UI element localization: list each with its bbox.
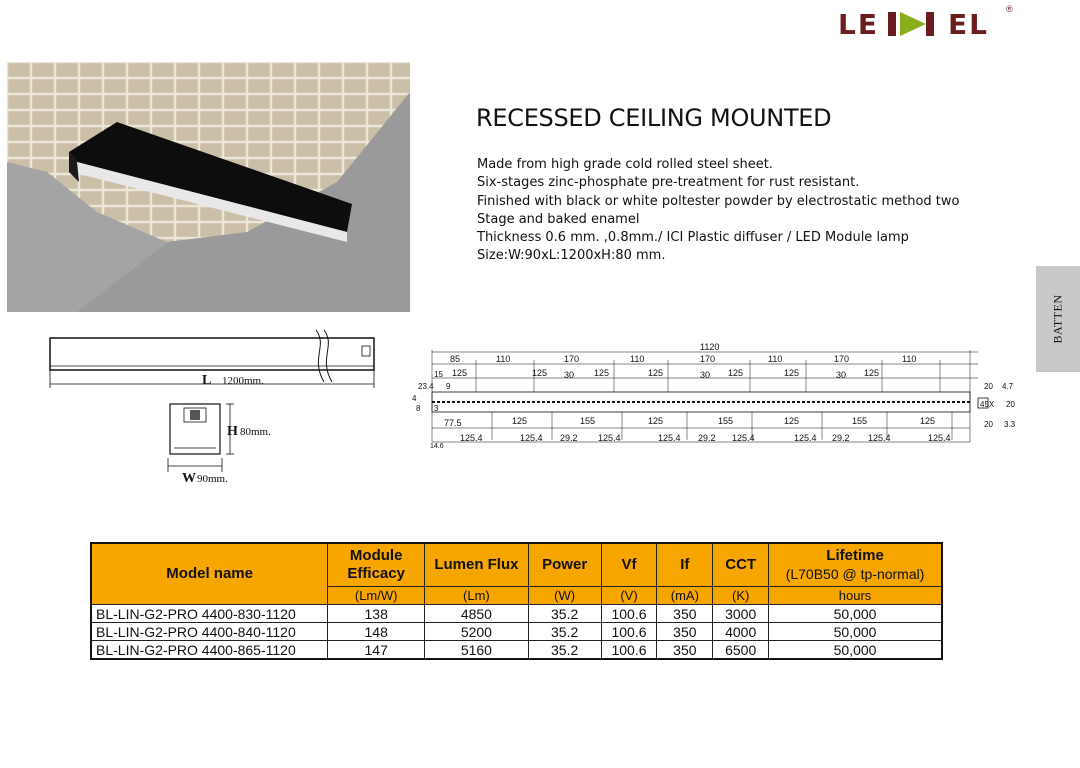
dim-label: 23.4 xyxy=(418,382,434,391)
dim-label: 155 xyxy=(580,416,596,426)
cell-power: 35.2 xyxy=(528,605,601,623)
cell-if: 350 xyxy=(657,623,713,641)
dim-label: 15 xyxy=(434,370,443,379)
col-header-vf: Vf xyxy=(601,543,657,587)
unit-power: (W) xyxy=(528,587,601,605)
dim-label: 110 xyxy=(496,354,511,364)
cell-power: 35.2 xyxy=(528,623,601,641)
col-header-lifetime xyxy=(769,543,942,587)
table-header-row xyxy=(91,543,942,587)
dim-label: 85 xyxy=(450,354,461,364)
table-row xyxy=(91,623,942,641)
module-dimension-drawing xyxy=(412,342,1020,452)
dim-label: 29.2 xyxy=(698,433,716,443)
dim-label: 125.4 xyxy=(658,433,681,443)
lifetime-subtitle: (L70B50 @ tp-normal) xyxy=(785,566,925,582)
dim-label: 8 xyxy=(416,404,421,413)
dim-label: 155 xyxy=(718,416,734,426)
height-letter: H xyxy=(227,424,238,439)
dim-label: 125 xyxy=(784,368,800,378)
cell-vf: 100.6 xyxy=(601,605,657,623)
dim-label: 125 xyxy=(452,368,468,378)
cell-lumen: 5160 xyxy=(425,641,529,660)
dim-label: 125.4 xyxy=(460,433,483,443)
dim-label: 9 xyxy=(446,382,451,391)
dim-label: 125 xyxy=(864,368,880,378)
dim-label: 30 xyxy=(700,370,711,380)
dim-label: 125.4 xyxy=(732,433,755,443)
cell-lifetime: 50,000 xyxy=(769,623,942,641)
logo-text-left: LE xyxy=(838,8,879,41)
dim-label: 170 xyxy=(834,354,850,364)
dim-label: 125.4 xyxy=(520,433,543,443)
product-description xyxy=(477,156,997,266)
dim-label: 29.2 xyxy=(832,433,850,443)
dim-label: 110 xyxy=(902,354,917,364)
dim-label: 77.5 xyxy=(444,418,462,428)
dim-label: 125 xyxy=(648,416,664,426)
dim-label: 125.4 xyxy=(794,433,817,443)
cell-cct: 6500 xyxy=(713,641,769,660)
description-line: Size:W:90xL:1200xH:80 mm. xyxy=(477,248,666,264)
dim-label: 170 xyxy=(700,354,716,364)
col-header-cct: CCT xyxy=(713,543,769,587)
cell-efficacy: 148 xyxy=(328,623,425,641)
dim-label: 3.3 xyxy=(1004,420,1016,429)
lifetime-title: Lifetime xyxy=(826,547,884,564)
cell-cct: 4000 xyxy=(713,623,769,641)
table-row xyxy=(91,605,942,623)
col-header-if: If xyxy=(657,543,713,587)
dim-label: 125 xyxy=(594,368,610,378)
dim-label: 45X xyxy=(980,400,995,409)
category-tab-label: BATTEN xyxy=(1050,294,1065,344)
dim-label: 20 xyxy=(1006,400,1015,409)
dim-label: 110 xyxy=(630,354,645,364)
logo-arrow-icon xyxy=(886,10,946,38)
brand-logo xyxy=(838,4,1018,41)
cell-cct: 3000 xyxy=(713,605,769,623)
description-line: Finished with black or white poltester powder by electrostatic method two xyxy=(477,193,960,209)
col-header-lumen: Lumen Flux xyxy=(425,543,529,587)
unit-lumen: (Lm) xyxy=(425,587,529,605)
dim-label: 14.6 xyxy=(430,443,444,450)
cell-vf: 100.6 xyxy=(601,641,657,660)
cell-efficacy: 138 xyxy=(328,605,425,623)
cell-model: BL-LIN-G2-PRO 4400-830-1120 xyxy=(91,605,328,623)
page-title: RECESSED CEILING MOUNTED xyxy=(476,104,832,132)
dim-label: 110 xyxy=(768,354,783,364)
cell-efficacy: 147 xyxy=(328,641,425,660)
unit-if: (mA) xyxy=(657,587,713,605)
dim-label: 125 xyxy=(512,416,528,426)
dim-label: 20 xyxy=(984,382,993,391)
cell-model: BL-LIN-G2-PRO 4400-865-1120 xyxy=(91,641,328,660)
width-letter: W xyxy=(182,471,196,486)
registered-mark: ® xyxy=(1006,4,1013,14)
dim-label: 1120 xyxy=(700,342,720,352)
spec-table xyxy=(90,542,943,660)
description-line: Thickness 0.6 mm. ,0.8mm./ ICI Plastic diffuser / LED Module lamp xyxy=(477,230,909,246)
dim-label: 125.4 xyxy=(598,433,621,443)
dim-label: 125 xyxy=(532,368,548,378)
unit-lifetime: hours xyxy=(769,587,942,605)
col-header-model: Model name xyxy=(91,543,328,605)
logo-text-right: EL xyxy=(948,8,989,41)
unit-vf: (V) xyxy=(601,587,657,605)
category-tab[interactable] xyxy=(1036,266,1080,372)
cell-lifetime: 50,000 xyxy=(769,605,942,623)
col-header-efficacy: Module Efficacy xyxy=(328,543,425,587)
unit-cct: (K) xyxy=(713,587,769,605)
dim-label: 4.7 xyxy=(1002,382,1014,391)
dim-label: 3 xyxy=(434,404,439,413)
description-line: Made from high grade cold rolled steel sheet. xyxy=(477,157,773,172)
cell-model: BL-LIN-G2-PRO 4400-840-1120 xyxy=(91,623,328,641)
dim-label: 29.2 xyxy=(560,433,578,443)
col-header-power: Power xyxy=(528,543,601,587)
dim-label: 125.4 xyxy=(928,433,951,443)
description-line: Six-stages zinc-phosphate pre-treatment for rust resistant. xyxy=(477,175,860,191)
dim-label: 170 xyxy=(564,354,580,364)
dim-label: 4 xyxy=(412,394,417,403)
dim-label: 20 xyxy=(984,420,993,429)
product-photo xyxy=(7,62,410,312)
height-value: 80mm. xyxy=(240,426,271,438)
dim-label: 30 xyxy=(564,370,575,380)
length-letter: L xyxy=(202,373,212,388)
unit-efficacy: (Lm/W) xyxy=(328,587,425,605)
dim-label: 125 xyxy=(784,416,800,426)
cell-if: 350 xyxy=(657,605,713,623)
dim-label: 125 xyxy=(920,416,936,426)
description-line: Stage and baked enamel xyxy=(477,211,640,227)
cell-lumen: 4850 xyxy=(425,605,529,623)
cell-if: 350 xyxy=(657,641,713,660)
dim-label: 155 xyxy=(852,416,868,426)
side-view-drawing xyxy=(44,326,384,390)
cell-power: 35.2 xyxy=(528,641,601,660)
table-row xyxy=(91,641,942,660)
length-value: 1200mm. xyxy=(222,375,264,387)
width-value: 90mm. xyxy=(197,473,228,485)
cell-lumen: 5200 xyxy=(425,623,529,641)
dim-label: 125 xyxy=(648,368,664,378)
dim-label: 30 xyxy=(836,370,847,380)
cell-vf: 100.6 xyxy=(601,623,657,641)
cell-lifetime: 50,000 xyxy=(769,641,942,660)
dim-label: 125.4 xyxy=(868,433,891,443)
dim-label: 125 xyxy=(728,368,744,378)
